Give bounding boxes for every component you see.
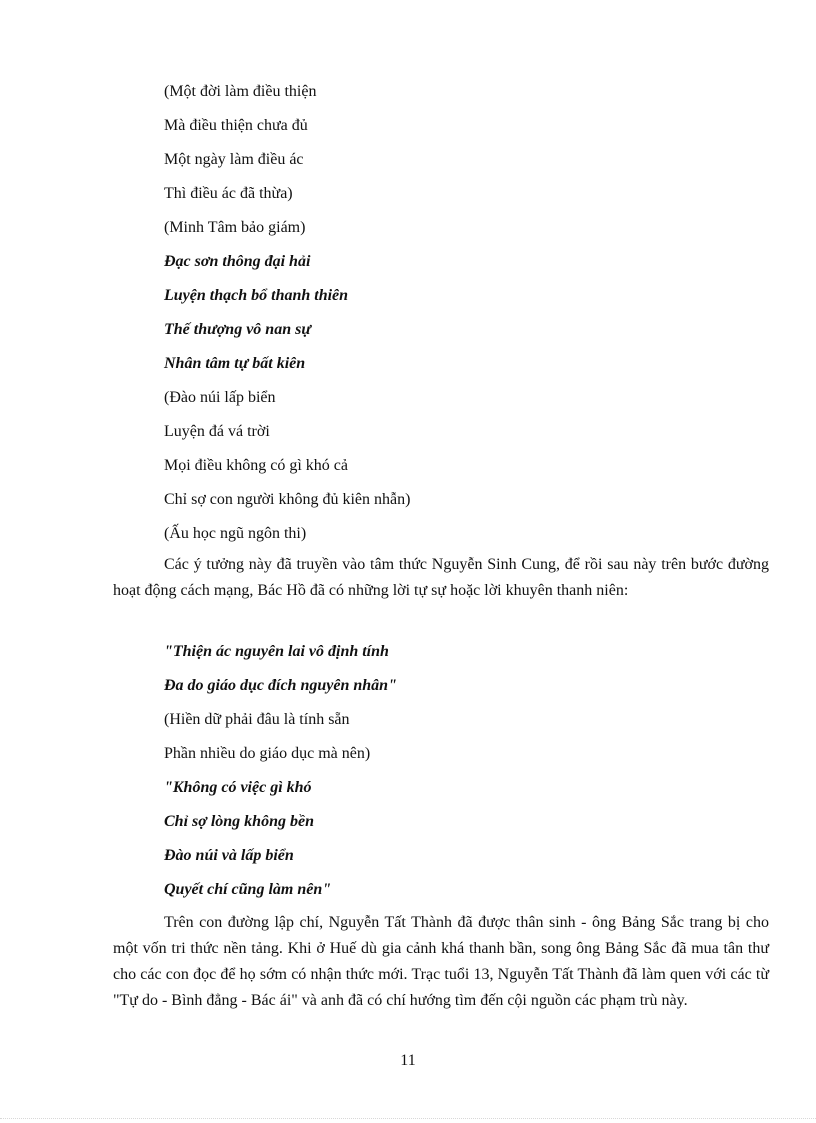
poem-line: (Hiền dữ phải đâu là tính sẵn <box>164 711 350 728</box>
poem-line: (Đào núi lấp biển <box>164 389 276 406</box>
poem-source: (Minh Tâm bảo giám) <box>164 219 306 236</box>
body-paragraph: Trên con đường lập chí, Nguyễn Tất Thành đã được thân sinh - ông Bảng Sắc trang bị cho một vốn tri thức nền tảng. Khi ở Huế dù gia cảnh khá thanh bần, song ông Bảng Sắc đã mua tân thư cho các con đọc để họ sớm có nhận thức mới. Trạc tuổi 13, Nguyễn Tất Thành đã làm quen với các từ "Tự do - Bình đẳng - Bác ái" và anh đã có chí hướng tìm đến cội nguồn các phạm trù này. <box>113 914 769 1009</box>
poem-line: Chỉ sợ con người không đủ kiên nhẫn) <box>164 491 411 508</box>
poem-line: Luyện đá vá trời <box>164 423 270 440</box>
poem-line: Một ngày làm điều ác <box>164 151 304 168</box>
page-number: 11 <box>400 1052 416 1069</box>
body-paragraph: Các ý tưởng này đã truyền vào tâm thức Nguyễn Sinh Cung, để rồi sau này trên bước đường hoạt động cách mạng, Bác Hồ đã có những lời tự sự hoặc lời khuyên thanh niên: <box>113 556 769 599</box>
poem-line-bold: Thế thượng vô nan sự <box>164 321 311 338</box>
page-edge-divider <box>0 1118 816 1119</box>
poem-line: Mọi điều không có gì khó cả <box>164 457 348 474</box>
poem-line-bold: Đạc sơn thông đại hải <box>164 253 311 270</box>
poem-line-bold: "Thiện ác nguyên lai vô định tính <box>164 643 389 660</box>
poem-line-bold: Đào núi và lấp biển <box>164 847 294 864</box>
poem-line-bold: "Không có việc gì khó <box>164 779 312 796</box>
poem-line-bold: Chỉ sợ lòng không bền <box>164 813 314 830</box>
poem-line: Thì điều ác đã thừa) <box>164 185 293 202</box>
poem-line-bold: Nhân tâm tự bất kiên <box>164 355 306 372</box>
poem-line-bold: Quyết chí cũng làm nên" <box>164 881 332 898</box>
poem-source: (Ấu học ngũ ngôn thi) <box>164 525 307 542</box>
poem-line-bold: Luyện thạch bổ thanh thiên <box>164 287 349 304</box>
poem-line: Mà điều thiện chưa đủ <box>164 117 308 134</box>
poem-line: Phần nhiều do giáo dục mà nên) <box>164 745 371 762</box>
poem-line: (Một đời làm điều thiện <box>164 83 317 100</box>
poem-line-bold: Đa do giáo dục đích nguyên nhân" <box>164 677 397 694</box>
